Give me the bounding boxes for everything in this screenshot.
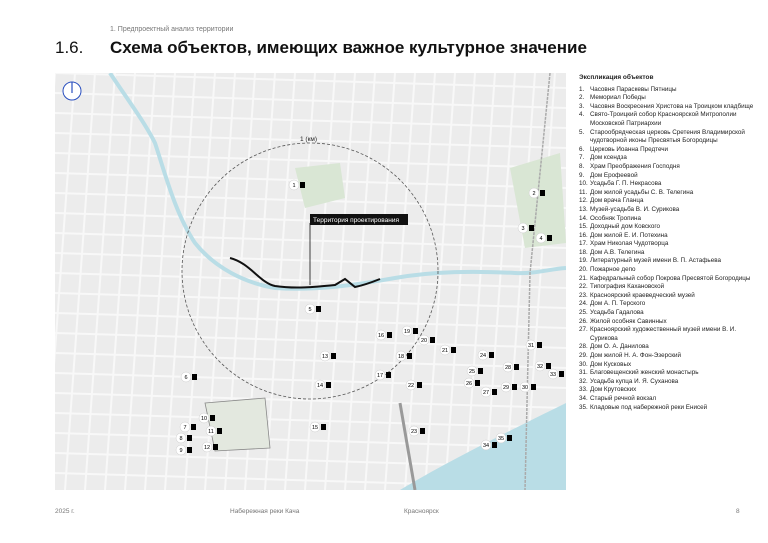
legend	[579, 74, 759, 412]
marker-label: 18	[397, 354, 405, 360]
marker-label: 32	[536, 364, 544, 370]
legend-number: 28.	[579, 343, 588, 351]
legend-item	[579, 86, 759, 95]
building-mark	[210, 415, 215, 421]
legend-number: 22.	[579, 283, 588, 291]
building-mark	[507, 435, 512, 441]
footer-city: Красноярск	[404, 508, 439, 515]
legend-number: 24.	[579, 300, 588, 308]
legend-text: Дом жилой усадьбы С. В. Телегина	[590, 188, 694, 196]
legend-text: Свято-Троицкий собор Красноярской Митрополии Московской Патриархии	[590, 111, 737, 127]
building-mark	[331, 353, 336, 359]
legend-text: Типография Кахановской	[590, 283, 665, 291]
legend-number: 18.	[579, 248, 588, 256]
marker-label: 25	[468, 369, 476, 375]
legend-number: 8.	[579, 162, 585, 170]
legend-text: Часовня Параскевы Пятницы	[590, 85, 677, 93]
legend-text: Старый речной вокзал	[590, 394, 657, 402]
legend-number: 35.	[579, 403, 588, 411]
building-mark	[451, 347, 456, 353]
marker-label: 23	[410, 429, 418, 435]
legend-text: Красноярский краеведческий музей	[590, 291, 695, 299]
legend-text: Церковь Иоанна Предтечи	[590, 145, 669, 153]
legend-item	[579, 197, 759, 206]
marker-label: 16	[377, 333, 385, 339]
legend-number: 21.	[579, 274, 588, 282]
legend-text: Особняк Тропина	[590, 214, 642, 222]
building-mark	[531, 384, 536, 390]
marker-label: 9	[179, 448, 183, 454]
map[interactable]	[55, 73, 566, 490]
legend-number: 34.	[579, 394, 588, 402]
legend-item	[579, 94, 759, 103]
legend-item	[579, 404, 759, 413]
marker-label: 31	[527, 343, 535, 349]
legend-item	[579, 111, 759, 128]
legend-text: Храм Николая Чудотворца	[590, 240, 669, 248]
marker-label: 28	[504, 365, 512, 371]
building-mark	[386, 372, 391, 378]
footer-project: Набережная реки Кача	[230, 508, 300, 515]
section-number: 1.6.	[55, 38, 84, 57]
legend-item	[579, 257, 759, 266]
marker-label: 3	[521, 226, 525, 232]
legend-number: 5.	[579, 128, 585, 136]
building-mark	[547, 235, 552, 241]
section-label: 1. Предпроектный анализ территории	[110, 26, 234, 33]
building-mark	[407, 353, 412, 359]
legend-item	[579, 369, 759, 378]
legend-item	[579, 215, 759, 224]
marker-label: 1	[292, 183, 296, 189]
building-mark	[540, 190, 545, 196]
legend-text: Дом жилой Н. А. Фон-Эзерский	[590, 352, 682, 359]
marker-label: 35	[497, 436, 505, 442]
legend-text: Дом Крутовских	[590, 386, 637, 394]
legend-text: Музей-усадьба В. И. Сурикова	[590, 205, 680, 213]
marker-label: 34	[482, 443, 490, 449]
legend-text: Доходный дом Ковского	[590, 223, 660, 231]
scale-label: 1 (км)	[300, 136, 318, 143]
legend-number: 4.	[579, 111, 585, 119]
legend-number: 32.	[579, 377, 588, 385]
legend-item	[579, 292, 759, 301]
legend-number: 20.	[579, 266, 588, 274]
marker-label: 5	[308, 307, 312, 313]
legend-item	[579, 361, 759, 370]
legend-item	[579, 386, 759, 395]
marker-label: 6	[184, 375, 188, 381]
legend-number: 6.	[579, 145, 585, 153]
legend-item	[579, 206, 759, 215]
marker-label: 10	[200, 416, 208, 422]
building-mark	[529, 225, 534, 231]
legend-number: 23.	[579, 291, 588, 299]
marker-label: 4	[539, 236, 543, 242]
marker-label: 26	[465, 381, 473, 387]
marker-label: 30	[521, 385, 529, 391]
building-mark	[546, 363, 551, 369]
legend-text: Пожарное депо	[590, 266, 636, 274]
legend-item	[579, 232, 759, 241]
legend-item	[579, 180, 759, 189]
page-number: 8	[736, 508, 740, 515]
legend-text: Дом А. П. Терского	[590, 300, 646, 308]
marker-label: 33	[549, 372, 557, 378]
legend-text: Красноярский художественный музей имени В. И. Сурикова	[590, 326, 737, 342]
legend-text: Дом Ерофеевой	[590, 171, 638, 179]
legend-text: Благовещенский женский монастырь	[590, 369, 699, 377]
marker-label: 13	[321, 354, 329, 360]
legend-item	[579, 154, 759, 163]
legend-text: Дом жилой Е. И. Потехина	[590, 231, 668, 239]
project-label: Территория проектирования	[313, 217, 400, 224]
legend-number: 29.	[579, 352, 588, 359]
legend-number: 9.	[579, 171, 585, 179]
legend-text: Жилой особняк Савинных	[590, 317, 667, 325]
marker-label: 17	[376, 373, 384, 379]
marker-label: 11	[208, 429, 214, 435]
building-mark	[492, 442, 497, 448]
building-mark	[192, 374, 197, 380]
building-mark	[217, 428, 222, 434]
legend-title: Экспликация объектов	[579, 74, 654, 81]
legend-number: 16.	[579, 231, 588, 239]
legend-item	[579, 189, 759, 198]
legend-number: 2.	[579, 94, 585, 102]
legend-number: 25.	[579, 309, 588, 317]
legend-item	[579, 172, 759, 181]
legend-number: 26.	[579, 317, 588, 325]
marker-label: 15	[311, 425, 319, 431]
legend-item	[579, 275, 759, 284]
legend-item	[579, 300, 759, 309]
building-mark	[213, 444, 218, 450]
building-mark	[559, 371, 564, 377]
legend-text: Кладовые под набережной реки Енисей	[590, 403, 708, 411]
legend-item	[579, 146, 759, 155]
legend-number: 3.	[579, 102, 585, 110]
building-mark	[492, 389, 497, 395]
building-mark	[417, 382, 422, 388]
building-mark	[187, 447, 192, 453]
building-mark	[326, 382, 331, 388]
page-title: Схема объектов, имеющих важное культурное значение	[110, 38, 587, 57]
legend-text: Дом О. А. Данилова	[590, 343, 649, 351]
building-mark	[537, 342, 542, 348]
building-mark	[514, 364, 519, 370]
legend-text: Часовня Воскресения Христова на Троицком кладбище	[590, 102, 754, 110]
legend-item	[579, 378, 759, 387]
building-mark	[489, 352, 494, 358]
legend-item	[579, 266, 759, 275]
legend-text: Усадьба купца И. Я. Суханова	[590, 377, 679, 385]
marker-label: 2	[532, 191, 536, 197]
legend-number: 13.	[579, 205, 588, 213]
legend-number: 30.	[579, 360, 588, 368]
marker-label: 21	[441, 348, 449, 354]
marker-label: 14	[316, 383, 324, 389]
legend-item	[579, 163, 759, 172]
legend-item	[579, 240, 759, 249]
building-mark	[413, 328, 418, 334]
legend-text: Дом врача Гланца	[590, 197, 644, 205]
legend-number: 12.	[579, 197, 588, 205]
legend-text: Усадьба Г. П. Некрасова	[590, 180, 662, 188]
building-mark	[475, 380, 480, 386]
legend-item	[579, 343, 759, 352]
legend-text: Усадьба Гадалова	[590, 309, 644, 317]
legend-text: Литературный музей имени В. П. Астафьева	[590, 257, 721, 265]
legend-number: 11.	[579, 188, 588, 196]
legend-item	[579, 326, 759, 343]
legend-text: Старообрядческая церковь Сретения Владимирской чудотворной иконы Пресвятыя Богородицы	[590, 128, 745, 145]
building-mark	[300, 182, 305, 188]
building-mark	[420, 428, 425, 434]
legend-item	[579, 395, 759, 404]
legend-text: Кафедральный собор Покрова Пресвятой Богородицы	[590, 274, 751, 282]
legend-item	[579, 352, 759, 361]
legend-number: 10.	[579, 180, 588, 188]
building-mark	[387, 332, 392, 338]
legend-item	[579, 309, 759, 318]
building-mark	[430, 337, 435, 343]
marker-label: 8	[179, 436, 183, 442]
building-mark	[191, 424, 196, 430]
marker-label: 19	[403, 329, 411, 335]
legend-number: 14.	[579, 214, 588, 222]
legend-number: 19.	[579, 257, 588, 265]
building-mark	[478, 368, 483, 374]
legend-text: Мемориал Победы	[590, 94, 646, 102]
compass-north-icon	[63, 82, 81, 100]
building-mark	[187, 435, 192, 441]
legend-number: 1.	[579, 85, 585, 93]
legend-number: 33.	[579, 386, 588, 394]
building-mark	[316, 306, 321, 312]
legend-number: 31.	[579, 369, 588, 377]
legend-number: 15.	[579, 223, 588, 231]
legend-item	[579, 283, 759, 292]
legend-text: Дом Кусковых	[590, 360, 632, 368]
bridge	[400, 403, 418, 490]
marker-label: 20	[420, 338, 428, 344]
legend-text: Дом ксендза	[590, 154, 627, 162]
footer-year: 2025 г.	[55, 508, 75, 515]
legend-number: 17.	[579, 240, 588, 248]
building-mark	[512, 384, 517, 390]
marker-label: 12	[203, 445, 211, 451]
building-mark	[321, 424, 326, 430]
marker-label: 7	[183, 425, 187, 431]
marker-label: 27	[482, 390, 490, 396]
marker-label: 24	[479, 353, 487, 359]
legend-item	[579, 129, 759, 146]
legend-number: 7.	[579, 154, 585, 162]
legend-text: Храм Преображения Господня	[590, 162, 680, 170]
legend-item	[579, 223, 759, 232]
green-area	[205, 398, 270, 451]
legend-number: 27.	[579, 326, 588, 334]
marker-label: 22	[407, 383, 415, 389]
legend-item	[579, 318, 759, 327]
legend-text: Дом А.В. Телегина	[590, 248, 645, 256]
marker-label: 29	[502, 385, 510, 391]
